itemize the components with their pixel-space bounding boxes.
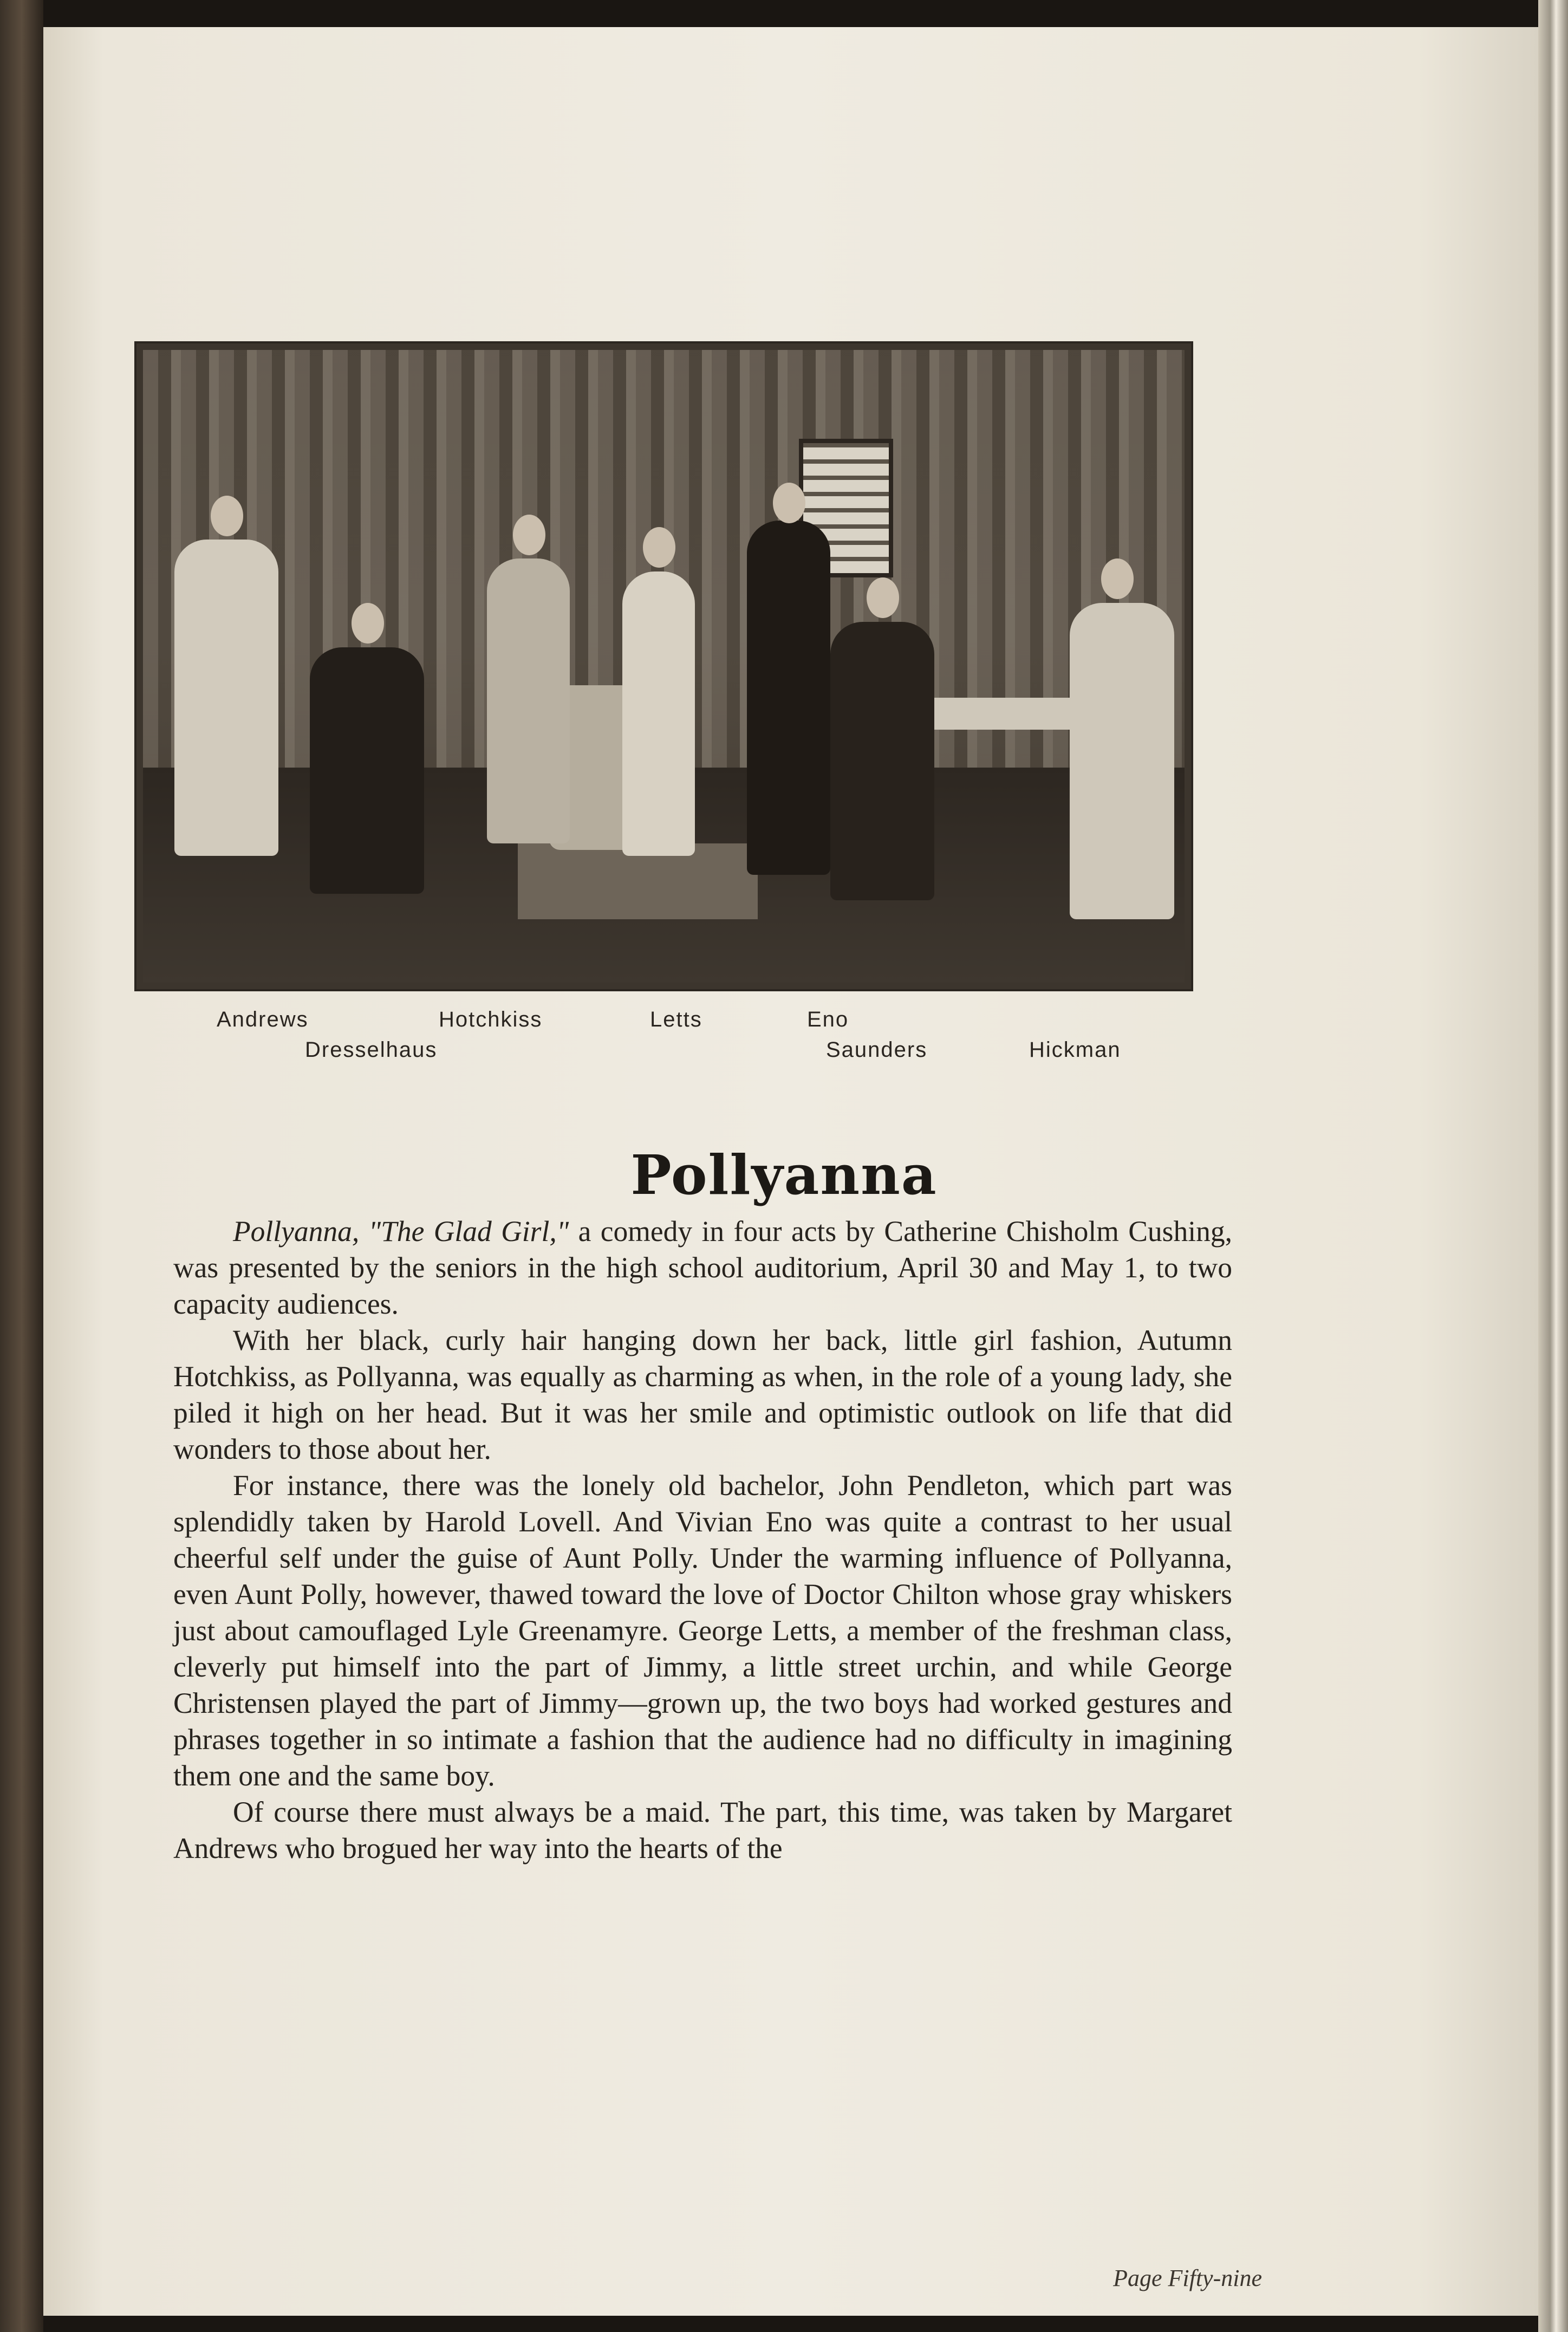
- figure-hotchkiss: [487, 558, 570, 843]
- caption-dresselhaus: Dresselhaus: [305, 1038, 438, 1062]
- caption-eno: Eno: [807, 1008, 849, 1031]
- figure-hotchkiss-head: [513, 515, 545, 555]
- caption-hotchkiss: Hotchkiss: [439, 1008, 543, 1031]
- figure-letts-head: [643, 527, 675, 568]
- table-prop: [934, 698, 1090, 729]
- stage-scene: [143, 350, 1185, 983]
- figure-saunders: [830, 622, 934, 900]
- caption-hickman: Hickman: [1029, 1038, 1121, 1062]
- figure-letts: [622, 571, 695, 856]
- figure-hickman: [1070, 603, 1174, 919]
- caption-andrews: Andrews: [217, 1008, 309, 1031]
- paragraph-3: For instance, there was the lonely old bachelor, John Pendleton, which part was splendidly taken by Harold Lovell. And Vivian Eno was quite a contrast to her usual cheerful self under the guise of Aunt Polly. Under the warming influence of Pollyanna, even Aunt Polly, however, thawed toward the love of Doctor Chilton whose gray whiskers just about camouflaged Lyle Greenamyre. George Letts, a member of the freshman class, cleverly put himself into the part of Jimmy, a little street urchin, and while George Christensen played the part of Jimmy—grown up, the two boys had worked gestures and phrases together in so intimate a fashion that the audience had no difficulty in imagining them one and the same boy.: [173, 1469, 1232, 1792]
- caption-letts: Letts: [650, 1008, 702, 1031]
- cast-photograph: [134, 341, 1193, 991]
- article-body: [173, 1213, 1232, 1867]
- page-number: Page Fifty-nine: [1113, 2265, 1262, 2291]
- figure-andrews: [174, 540, 278, 856]
- figure-dresselhaus: [310, 647, 425, 894]
- figure-eno: [747, 521, 830, 875]
- paragraph-1-text: a comedy in four acts by Catherine Chisholm Cushing, was presented by the seniors in the high school auditorium, April 30 and May 1, to two capacity audiences.: [173, 1215, 1232, 1320]
- paragraph-4: Of course there must always be a maid. The part, this time, was taken by Margaret Andrews who brogued her way into the hearts of the: [173, 1796, 1232, 1865]
- paragraph-1: [173, 1213, 1232, 1322]
- photo-caption: [0, 1008, 1568, 1073]
- play-title-italic: Pollyanna, "The Glad Girl,": [233, 1215, 569, 1248]
- figure-andrews-head: [211, 496, 243, 536]
- article-title: Pollyanna: [630, 1143, 938, 1207]
- caption-saunders: Saunders: [826, 1038, 928, 1062]
- figure-dresselhaus-head: [352, 603, 384, 644]
- paragraph-2: With her black, curly hair hanging down her back, little girl fashion, Autumn Hotchkiss, as Pollyanna, was equally as charming as when, in the role of a young lady, she piled it high on her head. But it was her smile and optimistic outlook on life that did wonders to those about her.: [173, 1324, 1232, 1465]
